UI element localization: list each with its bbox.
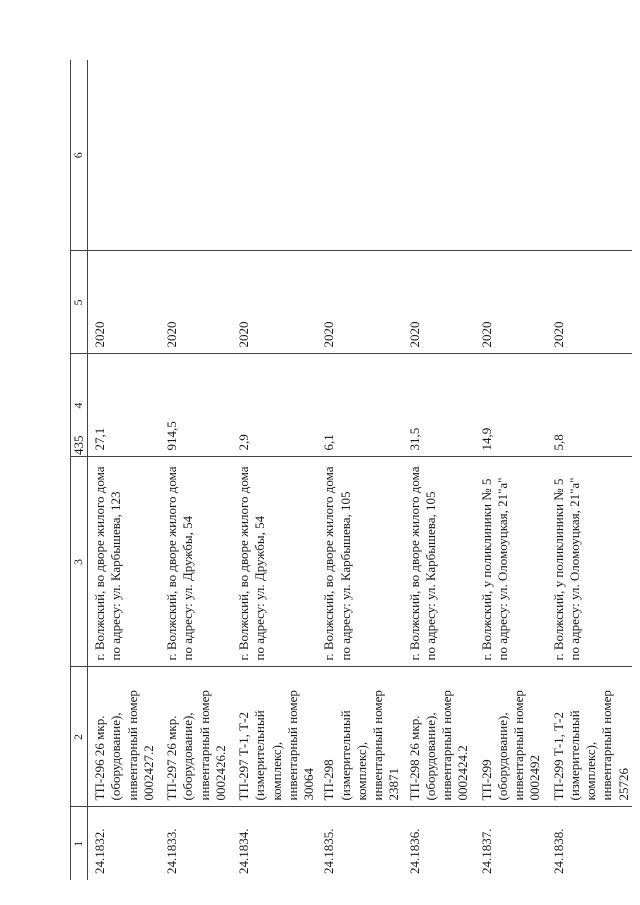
object-value: 5,8: [547, 354, 632, 457]
column-header-1: 1: [71, 807, 88, 880]
object-extra: [547, 60, 632, 251]
object-name: ТП-298 (измерительный комплекс), инвентарный номер 23871: [317, 667, 402, 807]
table-row: [403, 60, 475, 880]
object-address: г. Волжский, во дворе жилого дома по адресу: ул. Дружбы, 54: [160, 457, 232, 667]
object-year: 2020: [160, 251, 232, 354]
object-year: 2020: [88, 251, 161, 354]
object-year: 2020: [317, 251, 402, 354]
property-table: [70, 60, 632, 880]
column-header-5: 5: [71, 251, 88, 354]
column-header-6: 6: [71, 60, 88, 251]
object-extra: [475, 60, 547, 251]
object-value: 27,1: [88, 354, 161, 457]
object-address: г. Волжский, во дворе жилого дома по адресу: ул. Карбышева, 105: [317, 457, 402, 667]
object-extra: [232, 60, 317, 251]
table-row: [475, 60, 547, 880]
header-row: [71, 60, 88, 880]
table-row: [88, 60, 161, 880]
object-year: 2020: [403, 251, 475, 354]
row-number: 24.1833.: [164, 828, 179, 874]
column-header-2: 2: [71, 667, 88, 807]
object-name: ТП-298 26 мкр. (оборудование), инвентарный номер 0002424.2: [403, 667, 475, 807]
column-header-4: 4: [71, 354, 88, 457]
object-name: ТП-299 (оборудование), инвентарный номер 0002492: [475, 667, 547, 807]
row-number: 24.1834.: [236, 828, 251, 874]
object-address: г. Волжский, у поликлиники № 5 по адресу: ул. Оломоуцкая, 21"а": [547, 457, 632, 667]
object-extra: [88, 60, 161, 251]
table-row: [547, 60, 632, 880]
page-number: 435: [71, 435, 86, 455]
object-name: ТП-299 Т-1, Т-2 (измерительный комплекс), инвентарный номер 25726: [547, 667, 632, 807]
object-value: 914,5: [160, 354, 232, 457]
row-number: 24.1836.: [406, 828, 422, 874]
object-extra: [317, 60, 402, 251]
row-number: 24.1835.: [321, 828, 337, 874]
object-value: 6,1: [317, 354, 402, 457]
object-address: г. Волжский, во дворе жилого дома по адресу: ул. Карбышева, 105: [403, 457, 475, 667]
object-name: ТП-296 26 мкр. (оборудование), инвентарный номер 0002427.2: [88, 667, 161, 807]
object-value: 14,9: [475, 354, 547, 457]
table-row: [232, 60, 317, 880]
document-sheet: [70, 60, 631, 880]
row-number: 24.1837.: [478, 828, 494, 874]
object-value: 31,5: [403, 354, 475, 457]
column-header-3: 3: [71, 457, 88, 667]
object-extra: [403, 60, 475, 251]
object-address: г. Волжский, во дворе жилого дома по адресу: ул. Дружбы, 54: [232, 457, 317, 667]
object-name: ТП-297 26 мкр. (оборудование), инвентарный номер 0002426.2: [160, 667, 232, 807]
object-year: 2020: [475, 251, 547, 354]
table-row: [160, 60, 232, 880]
object-year: 2020: [547, 251, 632, 354]
object-address: г. Волжский, во дворе жилого дома по адресу: ул. Карбышева, 123: [88, 457, 161, 667]
object-extra: [160, 60, 232, 251]
row-number: 24.1832.: [92, 828, 107, 874]
object-year: 2020: [232, 251, 317, 354]
row-number: 24.1838.: [550, 828, 566, 874]
object-value: 2,9: [232, 354, 317, 457]
object-name: ТП-297 Т-1, Т-2 (измерительный комплекс), инвентарный номер 30064: [232, 667, 317, 807]
object-address: г. Волжский, у поликлиники № 5 по адресу: ул. Оломоуцкая, 21"а": [475, 457, 547, 667]
table-row: [317, 60, 402, 880]
